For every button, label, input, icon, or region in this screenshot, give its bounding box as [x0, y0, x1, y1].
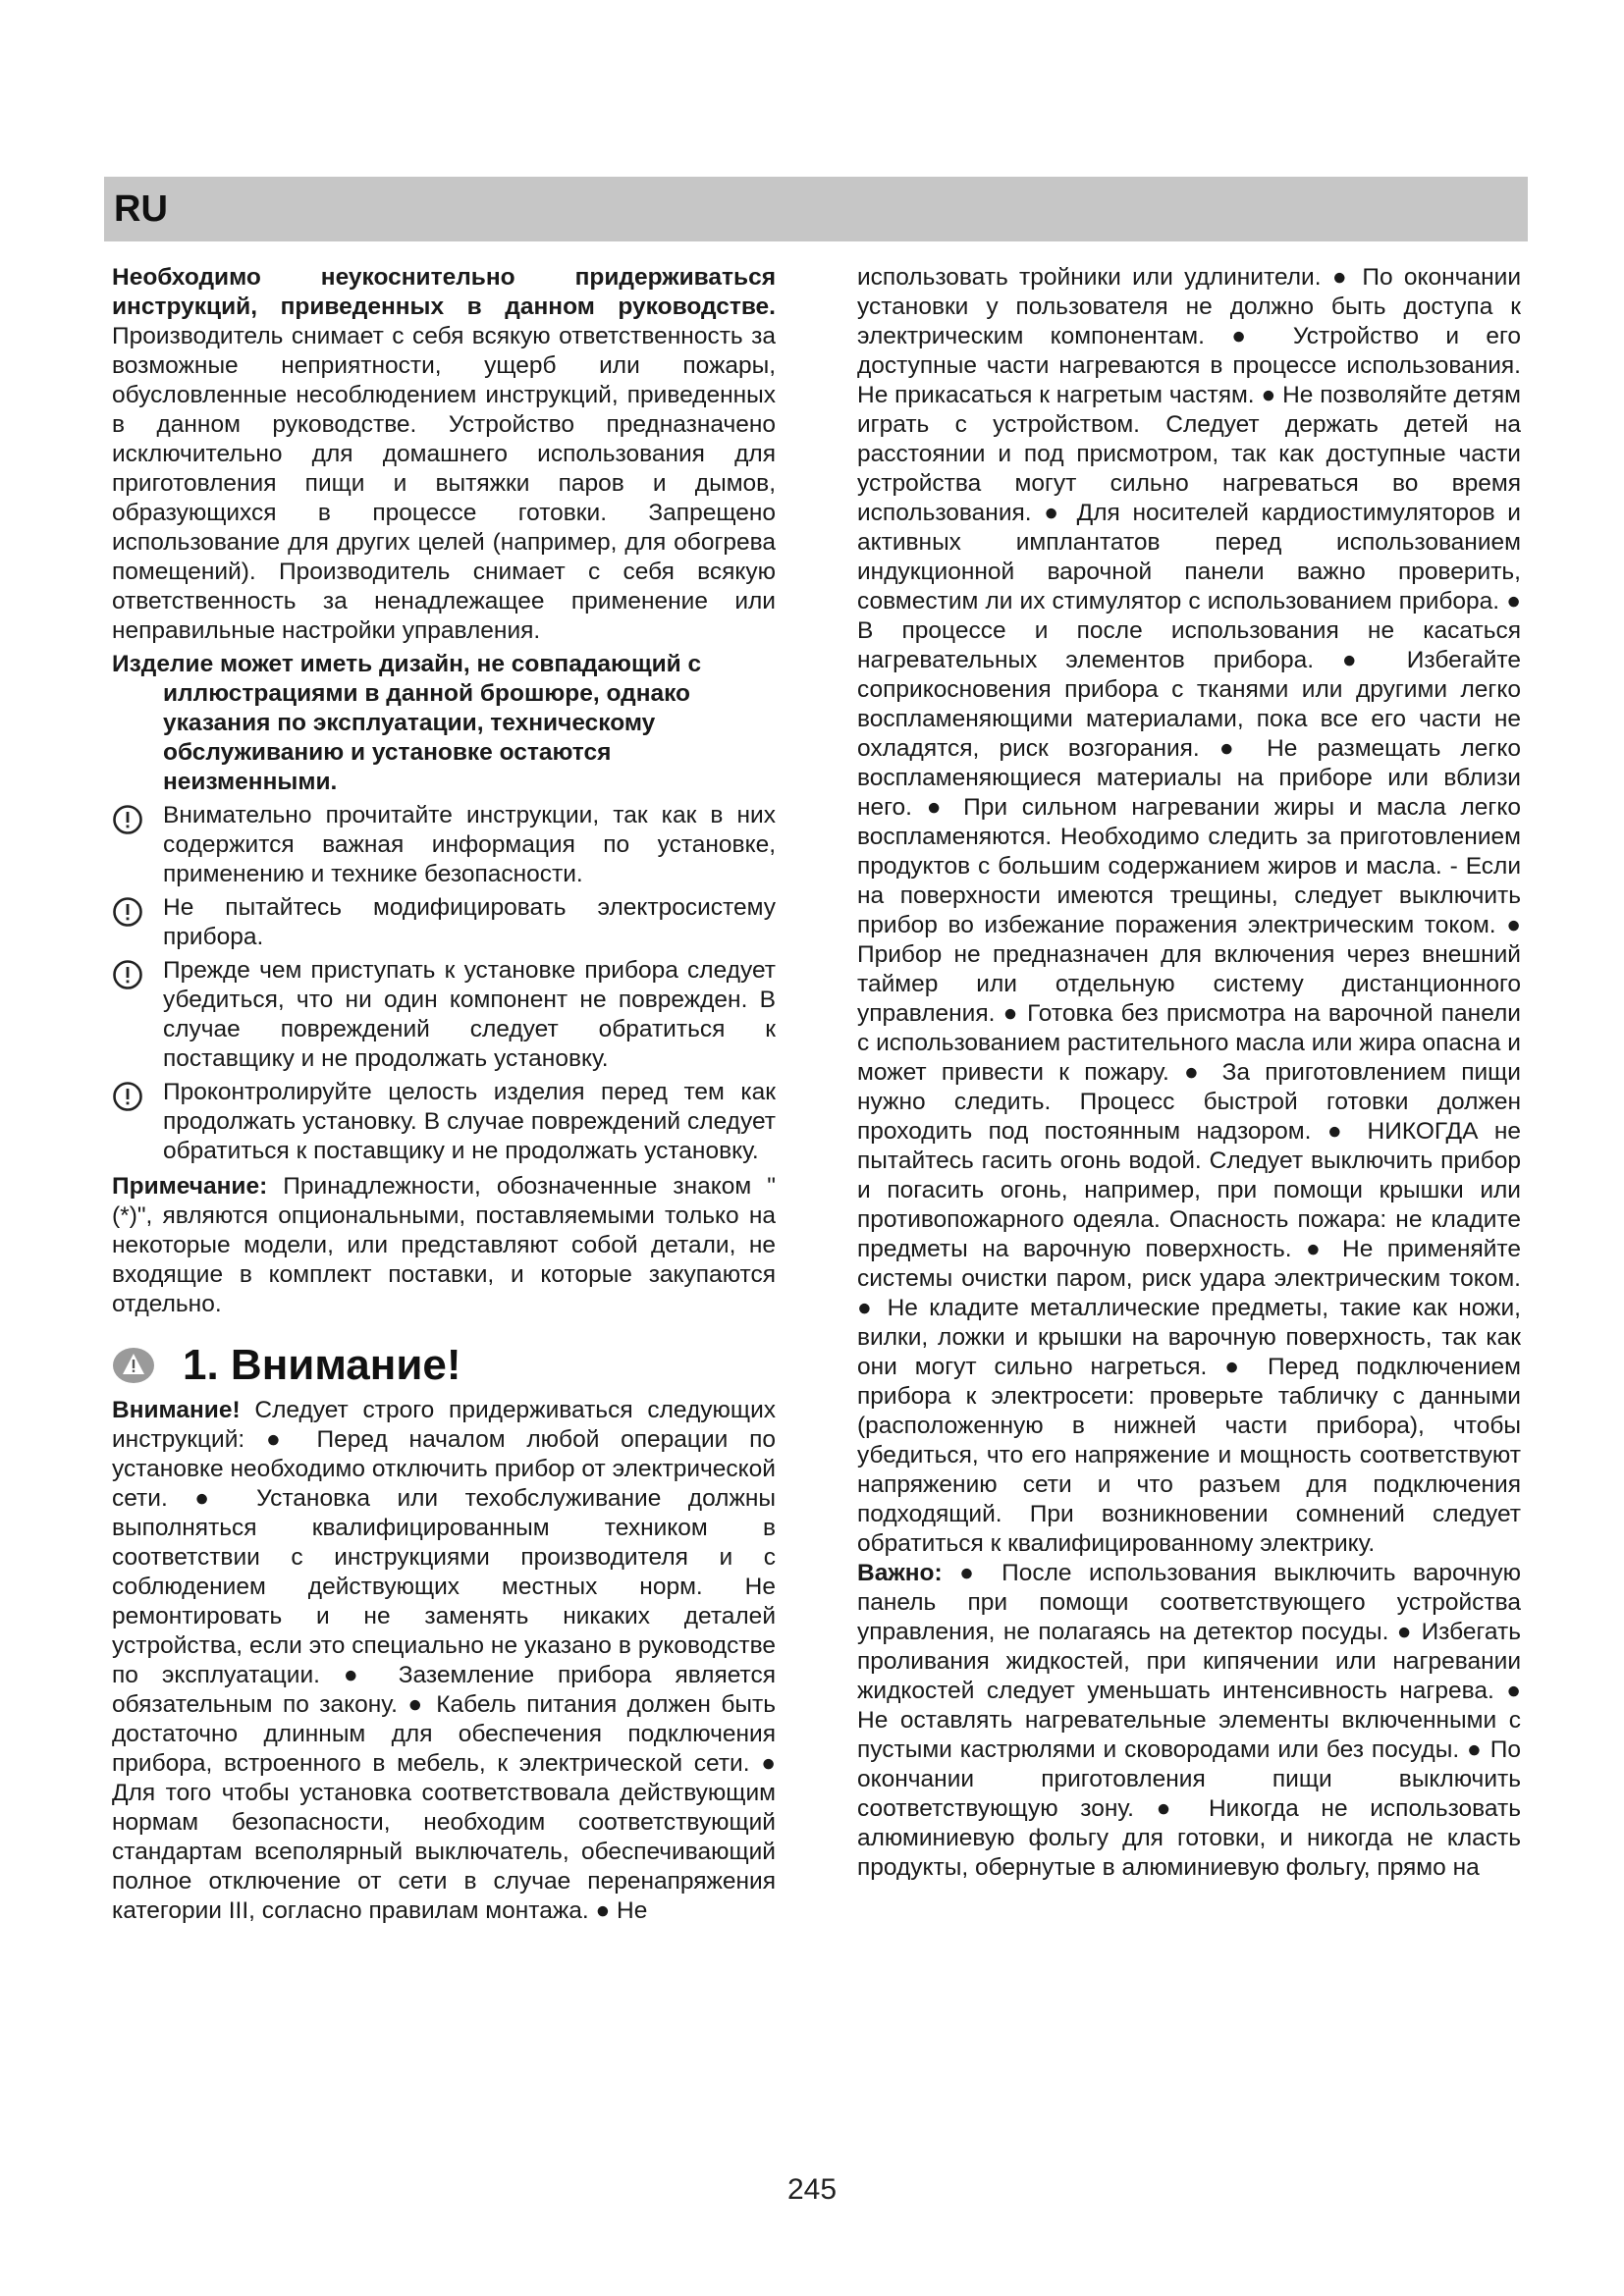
safety-paragraph: использовать тройники или удлинители. ● По окончании установки у пользователя не должно быть доступа к электрическим компонентам. ● Устройство и его доступные части нагреваются в процессе использования. Не прикасаться к нагретым частям. ● Не позволяйте детям играть с устройством. Следует держать детей на расстоянии и под присмотром, так как доступные части устройства могут сильно нагреваться во время использования. ● Для носителей кардиостимуляторов и активных имплантатов перед использованием индукционной варочной панели важно проверить, совместим ли их стимулятор с использованием прибора. ● В процессе и после использования не касаться нагревательных элементов прибора. ● Избегайте соприкосновения прибора с тканями или другими легко воспламеняющими материалами, пока все его части не охладятся, риск возгорания. ● Не размещать легко воспламеняющиеся материалы на приборе или вблизи него. ● При сильном нагревании жиры и масла легко воспламеняются. Необходимо следить за приготовлением продуктов с большим содержанием жиров и масла. - Если на поверхности имеются трещины, следует выключить прибор во избежание поражения электрическим током. ● Прибор не предназначен для включения через внешний таймер или отдельную систему дистанционного управления. ● Готовка без присмотра на варочной панели с использованием растительного масла или жира опасна и может привести к пожару. ● За приготовлением пищи нужно следить. Процесс быстрой готовки должен проходить под постоянным надзором. ● НИКОГДА не пытайтесь гасить огонь водой. Следует выключить прибор и погасить огонь, например, при помощи крышки или противопожарного одеяла. Опасность пожара: не кладите предметы на варочную поверхность. ● Не применяйте системы очистки паром, риск удара электрическим током. ● Не кладите металлические предметы, такие как ножи, вилки, ложки и крышки на варочную поверхность, так как они могут сильно нагреться. ● Перед подключением прибора к электросети: проверьте табличку с данными (расположенную в нижней части прибора), чтобы убедиться, что его напряжение и мощность соответствуют напряжению сети и что разъем для подключения подходящий. При возникновении сомнений следует обратиться к квалифицированному электрику. [857, 264, 1521, 1557]
warning-item [112, 1078, 776, 1166]
language-header-bar [104, 177, 1528, 241]
design-note [112, 650, 776, 797]
warning-item [112, 893, 776, 952]
warning-text: Не пытайтесь модифицировать электросистему прибора. [163, 894, 776, 950]
intro-paragraph [112, 263, 776, 646]
page-number: 245 [786, 2173, 838, 2206]
section-title: 1. Внимание! [183, 1341, 461, 1389]
warning-item [112, 956, 776, 1074]
attention-label: Внимание! [112, 1397, 241, 1423]
exclamation-circle-icon [112, 896, 143, 928]
important-label: Важно: [857, 1560, 943, 1586]
exclamation-circle-icon [112, 959, 143, 990]
language-code: RU [114, 188, 168, 230]
design-note-rest: иллюстрациями в данной брошюре, однако указания по эксплуатации, техническому обслуживанию и установке остаются неизменными. [163, 680, 691, 795]
warning-triangle-icon [112, 1346, 155, 1385]
warning-text: Внимательно прочитайте инструкции, так как в них содержится важная информация по установке, применению и технике безопасности. [163, 802, 776, 887]
attention-text: Следует строго придерживаться следующих инструкций: ● Перед началом любой операции по установке необходимо отключить прибор от электрической сети. ● Установка или техобслуживание должны выполняться квалифицированным техником в соответствии с инструкциями производителя и с соблюдением действующих местных норм. Не ремонтировать и не заменять никаких деталей устройства, если это специально не указано в руководстве по эксплуатации. ● Заземление прибора является обязательным по закону. ● Кабель питания должен быть достаточно длинным для обеспечения подключения прибора, встроенного в мебель, к электрической сети. ● Для того чтобы установка соответствовала действующим нормам безопасности, необходим соответствующий стандартам всеполярный выключатель, обеспечивающий полное отключение от сети в случае перенапряжения категории III, согласно правилам монтажа. ● Не [112, 1397, 776, 1924]
left-column [112, 263, 776, 1926]
exclamation-circle-icon [112, 804, 143, 835]
attention-paragraph [112, 1396, 776, 1926]
note-paragraph [112, 1172, 776, 1319]
right-column [857, 263, 1521, 1883]
note-label: Примечание: [112, 1173, 268, 1200]
warning-item [112, 801, 776, 889]
section-heading [112, 1341, 776, 1390]
note-text: Принадлежности, обозначенные знаком "(*)", являются опциональными, поставляемыми только на некоторые модели, или представляют собой детали, не входящие в комплект поставки, и которые закупаются отдельно. [112, 1173, 776, 1317]
intro-text: Производитель снимает с себя всякую ответственность за возможные неприятности, ущерб или пожары, обусловленные несоблюдением инструкций, приведенных в данном руководстве. Устройство предназначено исключительно для домашнего использования для приготовления пищи и вытяжки паров и дымов, образующихся в процессе готовки. Запрещено использование для других целей (например, для обогрева помещений). Производитель снимает с себя всякую ответственность за ненадлежащее применение или неправильные настройки управления. [112, 323, 776, 644]
design-note-first-line: Изделие может иметь дизайн, не совпадающий с [112, 651, 702, 677]
warning-text: Проконтролируйте целость изделия перед тем как продолжать установку. В случае повреждений следует обратиться к поставщику и не продолжать установку. [163, 1079, 776, 1164]
important-text: ● После использования выключить варочную панель при помощи соответствующего устройства управления, не полагаясь на детектор посуды. ● Избегать проливания жидкостей, при кипячении или нагревании жидкостей следует уменьшать интенсивность нагрева. ● Не оставлять нагревательные элементы включенными с пустыми кастрюлями и сковородами или без посуды. ● По окончании приготовления пищи выключить соответствующую зону. ● Никогда не использовать алюминиевую фольгу для готовки, и никогда не класть продукты, обернутые в алюминиевую фольгу, прямо на [857, 1560, 1521, 1881]
important-paragraph [857, 1559, 1521, 1883]
warning-text: Прежде чем приступать к установке прибора следует убедиться, что ни один компонент не поврежден. В случае повреждений следует обратиться к поставщику и не продолжать установку. [163, 957, 776, 1072]
exclamation-circle-icon [112, 1081, 143, 1112]
intro-bold: Необходимо неукоснительно придерживаться инструкций, приведенных в данном руководстве. [112, 264, 776, 320]
